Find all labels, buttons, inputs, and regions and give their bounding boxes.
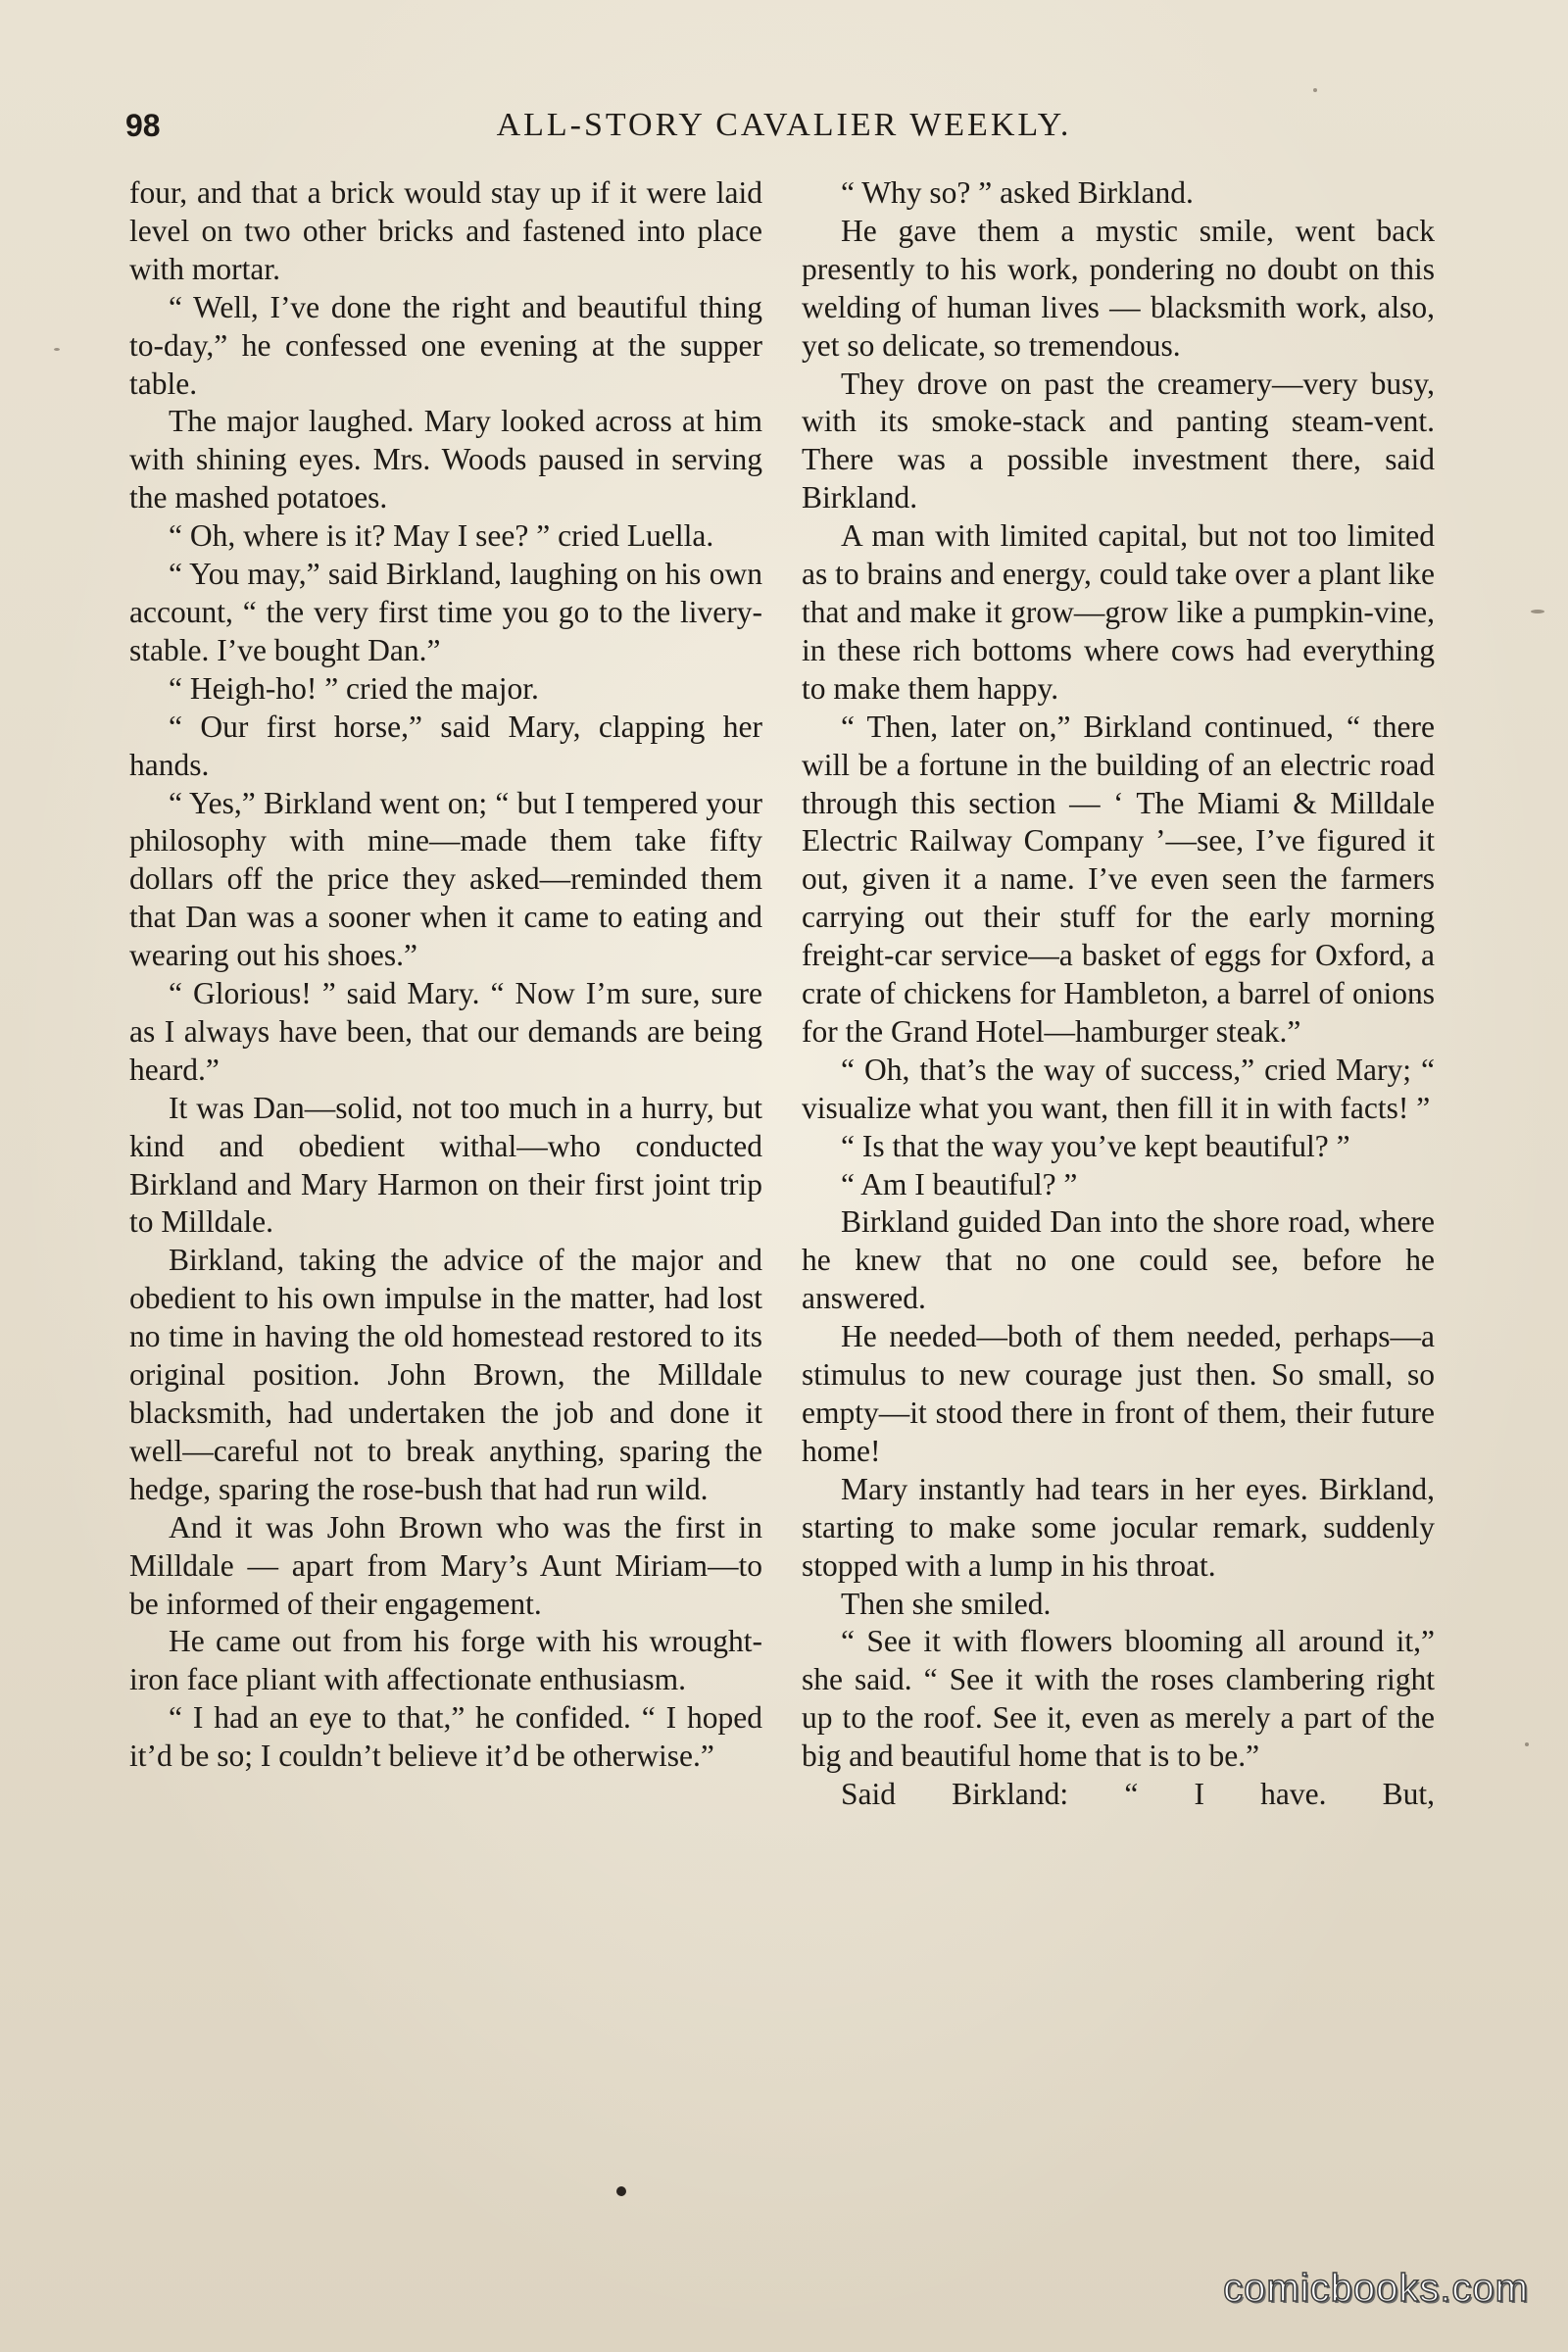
paper-speck [1525, 1742, 1529, 1746]
paragraph: “ Glorious! ” said Mary. “ Now I’m sure, sure as I always have been, that our demands are being heard.” [129, 976, 762, 1087]
page-number: 98 [125, 108, 161, 143]
paragraph: And it was John Brown who was the first in Milldale — apart from Mary’s Aunt Miriam—to be informed of their engagement. [129, 1509, 762, 1621]
running-head: ALL-STORY CAVALIER WEEKLY. [496, 107, 1072, 143]
paragraph: “ Oh, where is it? May I see? ” cried Luella. [169, 518, 714, 554]
paragraph: four, and that a brick would stay up if it were laid level on two other bricks and fastened into place with mortar. [129, 175, 762, 286]
paragraph: “ Yes,” Birkland went on; “ but I tempered your philosophy with mine—made them take fifty dollars off the price they asked—reminded them that Dan was a sooner when it came to eating and wearing out his shoes.” [129, 785, 762, 973]
paragraph: Birkland, taking the advice of the major and obedient to his own impulse in the matter, had lost no time in having the old homestead restored to its original position. John Brown, the Milldale blacksmith, had undertaken the job and done it well—careful not to break anything, sparing the hedge, sparing the rose-bush that had run wild. [129, 1243, 762, 1506]
paragraph: It was Dan—solid, not too much in a hurry, but kind and obedient withal—who conducted Birkland and Mary Harmon on their first joint trip to Milldale. [129, 1090, 762, 1240]
page-header [125, 98, 1443, 157]
left-column [129, 174, 762, 1776]
paragraph: “ Our first horse,” said Mary, clapping her hands. [129, 709, 762, 782]
paragraph: Birkland guided Dan into the shore road, where he knew that no one could see, before he answered. [802, 1204, 1435, 1316]
paragraph: “ Is that the way you’ve kept beautiful? ” [841, 1128, 1350, 1163]
paragraph: He needed—both of them needed, perhaps—a stimulus to new courage just then. So small, so empty—it stood there in front of them, their future home! [802, 1319, 1435, 1468]
paragraph: “ I had an eye to that,” he confided. “ I hoped it’d be so; I couldn’t believe it’d be otherwise.” [129, 1700, 762, 1774]
paper-speck [54, 348, 60, 351]
paragraph: “ Well, I’ve done the right and beautiful thing to-day,” he confessed one evening at the supper table. [129, 289, 762, 401]
paragraph: He came out from his forge with his wrought-iron face pliant with affectionate enthusiasm. [129, 1624, 762, 1697]
paper-speck [1313, 88, 1317, 92]
right-column [802, 174, 1435, 1814]
paragraph: “ Heigh-ho! ” cried the major. [169, 670, 539, 706]
paragraph: Then she smiled. [841, 1586, 1052, 1621]
paper-speck [1531, 610, 1544, 613]
watermark-logo: comicbooks.com [1223, 2267, 1529, 2310]
paragraph: “ Am I beautiful? ” [841, 1166, 1078, 1201]
paragraph: “ Why so? ” asked Birkland. [841, 175, 1194, 210]
paragraph: “ You may,” said Birkland, laughing on his own account, “ the very first time you go to the livery-stable. I’ve bought Dan.” [129, 557, 762, 667]
paragraph: They drove on past the creamery—very busy, with its smoke-stack and panting steam-vent. There was a possible investment there, said Birkland. [802, 366, 1435, 515]
paragraph: “ See it with flowers blooming all around it,” she said. “ See it with the roses clambering right up to the roof. See it, even as merely a part of the big and beautiful home that is to be.” [802, 1624, 1435, 1774]
paragraph: Said Birkland: “ I have. But, [841, 1777, 1435, 1812]
ink-dot [616, 2186, 626, 2196]
paragraph: “ Then, later on,” Birkland continued, “ there will be a fortune in the building of an electric road through this section — ‘ The Miami & Milldale Electric Railway Company ’—see, I’ve figured it out, given it a name. I’ve even seen the farmers carrying out their stuff for the early morning freight-car service—a basket of eggs for Oxford, a crate of chickens for Hambleton, a barrel of onions for the Grand Hotel—hamburger steak.” [802, 709, 1435, 1049]
paragraph: A man with limited capital, but not too limited as to brains and energy, could take over a plant like that and make it grow—grow like a pumpkin-vine, in these rich bottoms where cows had everything to make them happy. [802, 518, 1435, 706]
paragraph: “ Oh, that’s the way of success,” cried Mary; “ visualize what you want, then fill it in with facts! ” [802, 1052, 1435, 1125]
paragraph: The major laughed. Mary looked across at him with shining eyes. Mrs. Woods paused in serving the mashed potatoes. [129, 404, 762, 515]
paragraph: Mary instantly had tears in her eyes. Birkland, starting to make some jocular remark, suddenly stopped with a lump in his throat. [802, 1471, 1435, 1583]
paragraph: He gave them a mystic smile, went back presently to his work, pondering no doubt on this welding of human lives — blacksmith work, also, yet so delicate, so tremendous. [802, 213, 1435, 363]
